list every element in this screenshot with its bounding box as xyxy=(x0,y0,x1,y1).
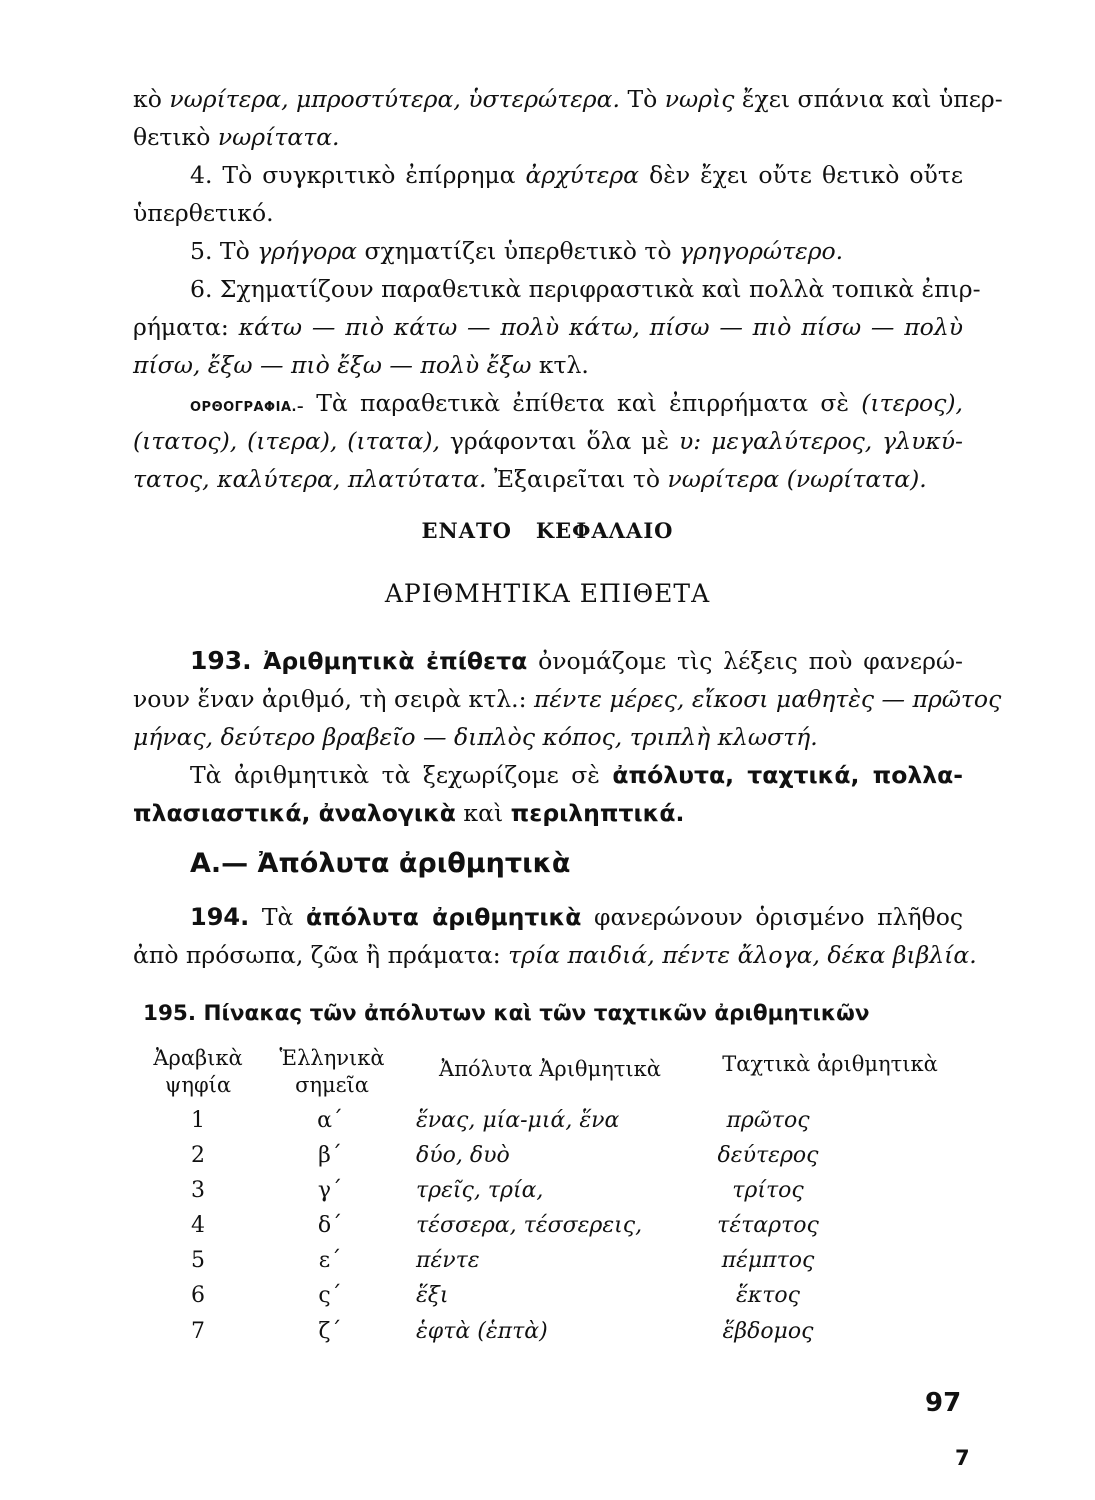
text: Τὰ xyxy=(249,903,307,931)
paragraph-number: 194. xyxy=(190,903,250,931)
table-cell-greek: γ΄ xyxy=(317,1178,343,1203)
table-cell-ordinal: τέταρτος xyxy=(717,1213,819,1238)
table-cell-arabic: 1 xyxy=(191,1108,205,1133)
text-line xyxy=(133,346,963,384)
italic-text: γρηγορώτερο. xyxy=(678,237,844,265)
bold-term: πλασιαστικά, ἀναλογικὰ xyxy=(133,799,456,827)
table-cell-arabic: 3 xyxy=(191,1178,205,1203)
italic-text: νωρίτατα. xyxy=(217,123,340,151)
italic-text: γρήγορα xyxy=(257,237,358,265)
table-header-arabic xyxy=(128,1045,268,1099)
bold-term: ἀπόλυτα, ταχτικά, πολλα- xyxy=(612,761,963,789)
text-line xyxy=(190,756,963,794)
italic-text: νωρίτερα, μπροστύτερα, ὑστερώτερα. xyxy=(169,85,620,113)
text: φανερώνουν ὁρισμένο πλῆθος xyxy=(581,903,964,931)
text-line xyxy=(133,422,963,460)
text: καὶ xyxy=(455,799,511,827)
text: Τὸ xyxy=(619,85,665,113)
table-cell-greek: ε΄ xyxy=(318,1248,342,1273)
chapter-word: ΚΕΦΑΛΑΙΟ xyxy=(535,518,674,543)
table-cell-cardinal: δύο, δυὸ xyxy=(416,1143,510,1168)
table-cell-greek: β΄ xyxy=(318,1143,342,1168)
text-line xyxy=(133,794,963,832)
table-cell-ordinal: δεύτερος xyxy=(717,1143,819,1168)
text: Τὰ παραθετικὰ ἐπίθετα καὶ ἐπιρρήματα σὲ xyxy=(303,389,862,417)
text-line xyxy=(133,680,1002,718)
italic-text: πέντε μέρες, εἴκοσι μαθητὲς — πρῶτος xyxy=(533,685,1002,713)
table-cell-ordinal: ἕκτος xyxy=(736,1283,800,1308)
table-cell-greek: δ΄ xyxy=(317,1213,343,1238)
header-text: Ἀραβικὰ xyxy=(153,1046,243,1070)
table-cell-ordinal: τρίτος xyxy=(732,1178,804,1203)
bold-term: περιληπτικά. xyxy=(510,799,685,827)
italic-text: νωρὶς xyxy=(664,85,735,113)
text-line xyxy=(133,936,977,974)
paragraph-193 xyxy=(190,642,963,680)
table-cell-cardinal: τέσσερα, τέσσερεις, xyxy=(416,1213,643,1238)
table-heading xyxy=(143,995,963,1033)
chapter-heading xyxy=(0,512,1095,550)
text-line: ὑπερθετικό. xyxy=(133,199,274,227)
italic-text: τατος, καλύτερα, πλατύτατα. xyxy=(133,465,487,493)
italic-text: (ιτατος), (ιτερα), (ιτατα), xyxy=(133,427,441,455)
chapter-number: ΕΝΑΤΟ xyxy=(421,518,512,543)
table-cell-cardinal: πέντε xyxy=(416,1248,480,1273)
table-cell-arabic: 5 xyxy=(191,1248,205,1273)
table-title: Πίνακας τῶν ἀπόλυτων καὶ τῶν ταχτικῶν ἀριθμητικῶν xyxy=(196,1001,870,1026)
text: ὀνομάζομε τὶς λέξεις ποὺ φανερώ- xyxy=(527,647,963,675)
table-cell-ordinal: πέμπτος xyxy=(721,1248,815,1273)
table-header-ordinal: Ταχτικὰ ἀριθμητικὰ xyxy=(722,1052,938,1076)
table-cell-ordinal: ἕβδομος xyxy=(722,1319,814,1344)
text-line: 6. Σχηματίζουν παραθετικὰ περιφραστικὰ καὶ πολλὰ τοπικὰ ἐπιρ- xyxy=(190,275,981,303)
text: θετικὸ xyxy=(133,123,218,151)
table-cell-greek: α΄ xyxy=(317,1108,343,1133)
table-header-greek xyxy=(262,1045,402,1099)
table-cell-arabic: 4 xyxy=(191,1213,205,1238)
text-line xyxy=(190,384,963,427)
bold-term: Ἀριθμητικὰ ἐπίθετα xyxy=(251,647,528,675)
table-cell-arabic: 2 xyxy=(191,1143,205,1168)
page-number: 97 xyxy=(925,1388,962,1418)
text: Τὰ ἀριθμητικὰ τὰ ξεχωρίζομε σὲ xyxy=(190,761,613,789)
chapter-title: ΑΡΙΘΜΗΤΙΚΑ ΕΠΙΘΕΤΑ xyxy=(384,579,711,608)
text: Ἐξαιρεῖται τὸ xyxy=(486,465,668,493)
table-header-cardinal: Ἀπόλυτα Ἀριθμητικὰ xyxy=(439,1057,661,1081)
italic-text: (ιτερος), xyxy=(861,389,963,417)
header-text: ψηφία xyxy=(164,1073,232,1097)
paragraph-194 xyxy=(190,898,963,936)
text-line xyxy=(133,80,1003,118)
italic-text: τρία παιδιά, πέντε ἄλογα, δέκα βιβλία. xyxy=(508,941,977,969)
table-cell-cardinal: ἑφτὰ (ἑπτὰ) xyxy=(416,1319,548,1344)
italic-text: κάτω — πιὸ κάτω — πολὺ κάτω, πίσω — πιὸ πίσω — πολὺ xyxy=(238,313,964,341)
table-cell-greek: ζ΄ xyxy=(318,1319,342,1344)
text-line: μήνας, δεύτερο βραβεῖο — διπλὸς κόπος, τριπλὴ κλωστή. xyxy=(133,723,818,751)
table-cell-arabic: 6 xyxy=(191,1283,205,1308)
italic-text: πίσω, ἔξω — πιὸ ἔξω — πολὺ ἔξω xyxy=(133,351,532,379)
header-text: σημεῖα xyxy=(295,1073,369,1097)
text: κὸ xyxy=(133,85,170,113)
italic-text: υ: μεγαλύτερος, γλυκύ- xyxy=(679,427,963,455)
text: 4. Τὸ συγκριτικὸ ἐπίρρημα xyxy=(190,161,526,189)
text: νουν ἕναν ἀριθμό, τὴ σειρὰ κτλ.: xyxy=(133,685,534,713)
header-text: Ἑλληνικὰ xyxy=(279,1046,385,1070)
table-cell-cardinal: ἕνας, μία-μιά, ἕνα xyxy=(416,1108,620,1133)
table-cell-ordinal: πρῶτος xyxy=(726,1108,810,1133)
text: σχηματίζει ὑπερθετικὸ τὸ xyxy=(357,237,679,265)
table-cell-greek: ς΄ xyxy=(318,1283,342,1308)
table-cell-cardinal: τρεῖς, τρία, xyxy=(416,1178,544,1203)
text-line xyxy=(133,118,963,156)
italic-text: ἀρχύτερα xyxy=(525,161,640,189)
paragraph-number: 193. xyxy=(190,646,252,675)
text-line xyxy=(190,232,963,270)
paragraph-number: 195. xyxy=(143,1001,197,1026)
bold-term: ἀπόλυτα ἀριθμητικὰ xyxy=(306,903,582,931)
printer-signature: 7 xyxy=(955,1446,970,1470)
text: ἔχει σπάνια καὶ ὑπερ- xyxy=(734,85,1003,113)
text-line xyxy=(133,460,963,498)
text: ρήματα: xyxy=(133,313,239,341)
table-cell-arabic: 7 xyxy=(191,1319,205,1344)
text: 5. Τὸ xyxy=(190,237,258,265)
text: δὲν ἔχει οὔτε θετικὸ οὔτε xyxy=(639,161,963,189)
text: ἀπὸ πρόσωπα, ζῶα ἢ πράματα: xyxy=(133,941,509,969)
section-heading: Α.— Ἀπόλυτα ἀριθμητικὰ xyxy=(190,848,571,879)
italic-text: νωρίτερα (νωρίτατα). xyxy=(667,465,927,493)
table-cell-cardinal: ἕξι xyxy=(416,1283,449,1308)
text: γράφονται ὅλα μὲ xyxy=(440,427,679,455)
orthography-label: ΟΡΘΟΓΡΑΦΙΑ.– xyxy=(190,400,304,415)
text-line xyxy=(133,308,963,346)
text: κτλ. xyxy=(531,351,589,379)
text-line xyxy=(190,156,963,194)
